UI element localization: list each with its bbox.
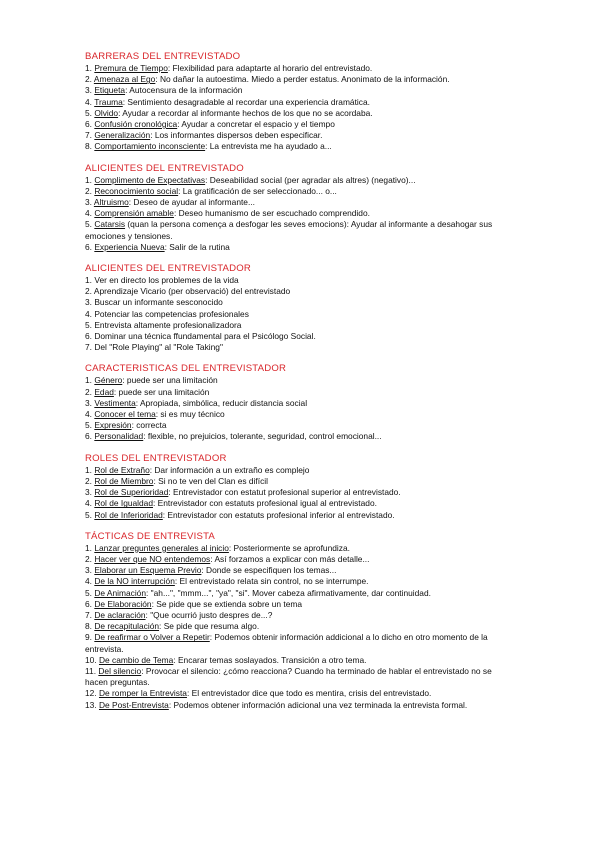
item-description: : correcta bbox=[131, 420, 167, 431]
list-item bbox=[85, 498, 510, 509]
item-number: 8. bbox=[85, 141, 92, 152]
item-term: Olvido bbox=[94, 107, 119, 118]
list-item bbox=[85, 186, 510, 197]
list-item bbox=[85, 688, 510, 699]
item-number: 7. bbox=[85, 609, 92, 620]
item-term: Rol de Miembro bbox=[94, 475, 154, 486]
item-description: : Entrevistador con estatuts profesional igual al entrevistado. bbox=[153, 498, 377, 509]
list-item bbox=[85, 387, 510, 398]
list-item bbox=[85, 554, 510, 565]
item-number: 3. bbox=[85, 487, 92, 498]
list-item bbox=[85, 119, 510, 130]
section-heading: ALICIENTES DEL ENTREVISTADO bbox=[85, 162, 244, 174]
item-description: : Salir de la rutina bbox=[164, 241, 230, 252]
list-item bbox=[85, 610, 510, 621]
item-description: : Sentimiento desagradable al recordar una experiencia dramática. bbox=[122, 96, 370, 107]
item-description: : Los informantes dispersos deben especificar. bbox=[150, 130, 323, 141]
item-number: 5. bbox=[85, 219, 92, 230]
item-number: 4. bbox=[85, 208, 92, 219]
list-item bbox=[85, 700, 510, 711]
item-description: : Autocensura de la información bbox=[125, 85, 243, 96]
list-item bbox=[85, 465, 510, 476]
item-number: 11. bbox=[85, 665, 97, 676]
item-term: Rol de Superioridad bbox=[94, 487, 169, 498]
item-number: 6. bbox=[85, 431, 92, 442]
item-number: 5. bbox=[85, 107, 92, 118]
item-number: 2. bbox=[85, 553, 92, 564]
item-description: Aprendizaje Vicario (per observació) del entrevistado bbox=[93, 286, 291, 297]
item-term: Conocer el tema bbox=[94, 409, 156, 420]
item-term: Lanzar preguntes generales al inicio bbox=[94, 542, 229, 553]
section-tacticas-de-entrevista bbox=[85, 531, 510, 711]
item-description: : Entrevistador con estatuts profesional inferior al entrevistado. bbox=[162, 509, 395, 520]
item-term: Premura de Tiempo bbox=[94, 63, 168, 73]
item-description: : Entrevistador con estatut profesional superior al entrevistado. bbox=[168, 487, 401, 498]
item-description: : "Que ocurrió justo despres de...? bbox=[145, 609, 273, 620]
item-description: : puede ser una limitación bbox=[113, 386, 210, 397]
item-term: Personalidad bbox=[94, 431, 144, 442]
item-description: : Se pide que se extienda sobre un tema bbox=[151, 598, 302, 609]
list-item bbox=[85, 510, 510, 521]
list-item bbox=[85, 632, 510, 654]
document-page bbox=[85, 51, 510, 721]
item-number: 13. bbox=[85, 699, 97, 710]
item-term: Elaborar un Esquema Previo bbox=[94, 565, 202, 576]
item-number: 5. bbox=[85, 509, 92, 520]
item-description: : Encarar temas soslayados. Transición a otro tema. bbox=[173, 654, 367, 665]
item-number: 3. bbox=[85, 197, 92, 208]
section-roles-del-entrevistador bbox=[85, 453, 510, 521]
list-item bbox=[85, 431, 510, 442]
item-description: : Ayudar a recordar al informante hechos de los que no se acordaba. bbox=[118, 107, 373, 118]
list-item bbox=[85, 599, 510, 610]
item-description: Dominar una técnica ffundamental para el Psicólogo Social. bbox=[94, 331, 316, 342]
item-description: : No dañar la autoestima. Miedo a perder estatus. Anonimato de la información. bbox=[155, 74, 450, 85]
section-heading: BARRERAS DEL ENTREVISTADO bbox=[85, 51, 241, 62]
item-number: 2. bbox=[85, 74, 92, 85]
item-number: 1. bbox=[85, 542, 92, 553]
list-item bbox=[85, 588, 510, 599]
list-item bbox=[85, 331, 510, 342]
list-item bbox=[85, 219, 510, 241]
list-item bbox=[85, 108, 510, 119]
item-term: De Elaboración bbox=[94, 598, 152, 609]
list-item bbox=[85, 297, 510, 308]
item-number: 3. bbox=[85, 85, 92, 96]
item-description: : Así forzamos a explicar con más detalle... bbox=[210, 553, 370, 564]
item-number: 5. bbox=[85, 319, 92, 330]
item-number: 7. bbox=[85, 342, 92, 353]
item-description: Ver en directo los problemes de la vida bbox=[94, 275, 239, 286]
section-heading: TÁCTICAS DE ENTREVISTA bbox=[85, 530, 216, 542]
item-number: 4. bbox=[85, 96, 92, 107]
list-item bbox=[85, 320, 510, 331]
list-item bbox=[85, 85, 510, 96]
item-number: 12. bbox=[85, 688, 97, 699]
item-description: : Provocar el silencio: ¿cómo reacciona? Cuando ha terminado de hablar el entrevistado no se hacen preguntas. bbox=[85, 665, 492, 688]
item-number: 1. bbox=[85, 375, 92, 386]
item-description: : Dar información a un extraño es complejo bbox=[149, 464, 310, 475]
section-caracteristicas-del-entrevistador bbox=[85, 363, 510, 442]
item-description: : El entrevistador dice que todo es mentira, crisis del entrevistado. bbox=[186, 688, 432, 699]
item-term: Comportamiento inconsciente bbox=[94, 141, 206, 152]
list-item bbox=[85, 398, 510, 409]
item-number: 1. bbox=[85, 174, 92, 185]
list-item bbox=[85, 286, 510, 297]
item-term: Edad bbox=[94, 386, 114, 397]
item-term: Etiqueta bbox=[94, 85, 126, 96]
item-term: Generalización bbox=[94, 130, 151, 141]
item-number: 5. bbox=[85, 587, 92, 598]
item-number: 5. bbox=[85, 420, 92, 431]
item-description: : Posteriormente se aprofundiza. bbox=[228, 542, 350, 553]
list-item bbox=[85, 208, 510, 219]
list-item bbox=[85, 74, 510, 85]
item-description: : Ayudar a concretar el espacio y el tiempo bbox=[177, 119, 335, 130]
item-description: Potenciar las competencias profesionales bbox=[94, 308, 249, 319]
list-item bbox=[85, 275, 510, 286]
item-term: De Animación bbox=[94, 587, 147, 598]
section-alicientes-del-entrevistado bbox=[85, 163, 510, 253]
item-description: Del "Role Playing" al "Role Taking" bbox=[94, 342, 223, 353]
list-item bbox=[85, 476, 510, 487]
list-item bbox=[85, 621, 510, 632]
item-number: 4. bbox=[85, 308, 92, 319]
item-term: Rol de Extraño bbox=[94, 464, 150, 475]
item-number: 6. bbox=[85, 241, 92, 252]
item-description: : si es muy técnico bbox=[155, 409, 225, 420]
item-term: Comprensión amable bbox=[94, 208, 174, 219]
item-description: : flexible, no prejuicios, tolerante, seguridad, control emocional... bbox=[143, 431, 382, 442]
list-item bbox=[85, 409, 510, 420]
item-number: 3. bbox=[85, 397, 92, 408]
item-description: : La entrevista me ha ayudado a... bbox=[205, 141, 332, 152]
item-number: 4. bbox=[85, 409, 92, 420]
list-item bbox=[85, 130, 510, 141]
list-item bbox=[85, 375, 510, 386]
section-heading: ALICIENTES DEL ENTREVISTADOR bbox=[85, 263, 252, 275]
list-item bbox=[85, 63, 510, 74]
item-term: Reconocimiento social bbox=[94, 185, 179, 196]
item-term: Género bbox=[94, 375, 123, 386]
item-number: 1. bbox=[85, 63, 92, 73]
item-term: Altruismo bbox=[93, 197, 129, 208]
item-number: 3. bbox=[85, 565, 92, 576]
item-number: 9. bbox=[85, 632, 92, 643]
item-number: 4. bbox=[85, 498, 92, 509]
item-term: De cambio de Tema bbox=[98, 654, 174, 665]
item-description: (quan la persona comença a desfogar les seves emocions): Ayudar al informante a desahogar sus emociones y tensiones. bbox=[85, 219, 493, 241]
item-term: Experiencia Nueva bbox=[94, 241, 165, 252]
item-number: 7. bbox=[85, 130, 92, 141]
item-number: 6. bbox=[85, 331, 92, 342]
list-item bbox=[85, 97, 510, 108]
item-term: Complimento de Expectativas bbox=[94, 174, 206, 185]
item-description: : Deseo de ayudar al informante... bbox=[128, 197, 255, 208]
item-term: De aclaración bbox=[94, 609, 146, 620]
item-term: Del silencio bbox=[98, 665, 142, 676]
item-description: Buscar un informante sesconocido bbox=[94, 297, 223, 308]
list-item bbox=[85, 543, 510, 554]
item-term: Catarsis bbox=[94, 219, 126, 230]
item-description: : Flexibilidad para adaptarte al horario del entrevistado. bbox=[167, 63, 373, 73]
list-item bbox=[85, 175, 510, 186]
item-number: 1. bbox=[85, 275, 92, 286]
item-term: Amenaza al Ego bbox=[93, 74, 156, 85]
item-description: Entrevista altamente profesionalizadora bbox=[94, 319, 242, 330]
item-number: 2. bbox=[85, 286, 92, 297]
list-item bbox=[85, 655, 510, 666]
item-term: Rol de Inferioridad bbox=[94, 509, 163, 520]
list-item bbox=[85, 576, 510, 587]
list-item bbox=[85, 342, 510, 353]
item-number: 2. bbox=[85, 475, 92, 486]
section-heading: ROLES DEL ENTREVISTADOR bbox=[85, 452, 227, 464]
item-description: : puede ser una limitación bbox=[122, 375, 218, 386]
item-number: 4. bbox=[85, 576, 92, 587]
list-item bbox=[85, 666, 510, 688]
section-barreras-del-entrevistado bbox=[85, 51, 510, 153]
item-description: : Si no te ven del Clan es difícil bbox=[153, 475, 268, 486]
item-number: 3. bbox=[85, 297, 92, 308]
section-alicientes-del-entrevistador bbox=[85, 263, 510, 353]
item-term: Rol de Igualdad bbox=[94, 498, 153, 509]
item-description: : Deseo humanismo de ser escuchado comprendido. bbox=[173, 208, 370, 219]
item-number: 2. bbox=[85, 185, 92, 196]
list-item bbox=[85, 242, 510, 253]
item-description: : Apropiada, simbólica, reducir distancia social bbox=[135, 397, 308, 408]
item-term: Expresión bbox=[94, 420, 132, 431]
item-number: 2. bbox=[85, 386, 92, 397]
item-term: De Post-Entrevista bbox=[98, 699, 169, 710]
item-number: 1. bbox=[85, 464, 92, 475]
item-term: De recapitulación bbox=[94, 621, 160, 632]
item-description: : Donde se especifiquen los temas... bbox=[201, 565, 337, 576]
item-term: Trauma bbox=[94, 96, 123, 107]
item-term: De reafirmar o Volver a Repetir bbox=[94, 632, 210, 643]
item-description: : Podemos obtener información adicional una vez terminada la entrevista formal. bbox=[168, 699, 468, 710]
item-term: Vestimenta bbox=[94, 397, 136, 408]
list-item bbox=[85, 197, 510, 208]
list-item bbox=[85, 565, 510, 576]
item-term: Hacer ver que NO entendemos bbox=[94, 553, 211, 564]
item-number: 8. bbox=[85, 621, 92, 632]
list-item bbox=[85, 141, 510, 152]
item-description: : Se pide que resuma algo. bbox=[159, 621, 260, 632]
item-description: : Deseabilidad social (per agradar als altres) (negativo)... bbox=[205, 174, 416, 185]
item-number: 6. bbox=[85, 598, 92, 609]
item-description: : El entrevistado relata sin control, no se interrumpe. bbox=[174, 576, 369, 587]
item-term: De romper la Entrevista bbox=[98, 688, 187, 699]
item-description: : La gratificación de ser seleccionado... o... bbox=[178, 185, 337, 196]
item-description: : Podemos obtenir información addicional a lo dicho en otro momento de la entrevista. bbox=[85, 632, 488, 654]
section-heading: CARACTERISTICAS DEL ENTREVISTADOR bbox=[85, 363, 287, 375]
list-item bbox=[85, 420, 510, 431]
list-item bbox=[85, 309, 510, 320]
item-number: 10. bbox=[85, 654, 97, 665]
list-item bbox=[85, 487, 510, 498]
item-description: : "ah...", "mmm...", "ya", "si". Mover cabeza afirmativamente, dar continuidad. bbox=[146, 587, 431, 598]
item-number: 6. bbox=[85, 119, 92, 130]
item-term: De la NO interrupción bbox=[94, 576, 175, 587]
item-term: Confusión cronológica bbox=[94, 119, 178, 130]
